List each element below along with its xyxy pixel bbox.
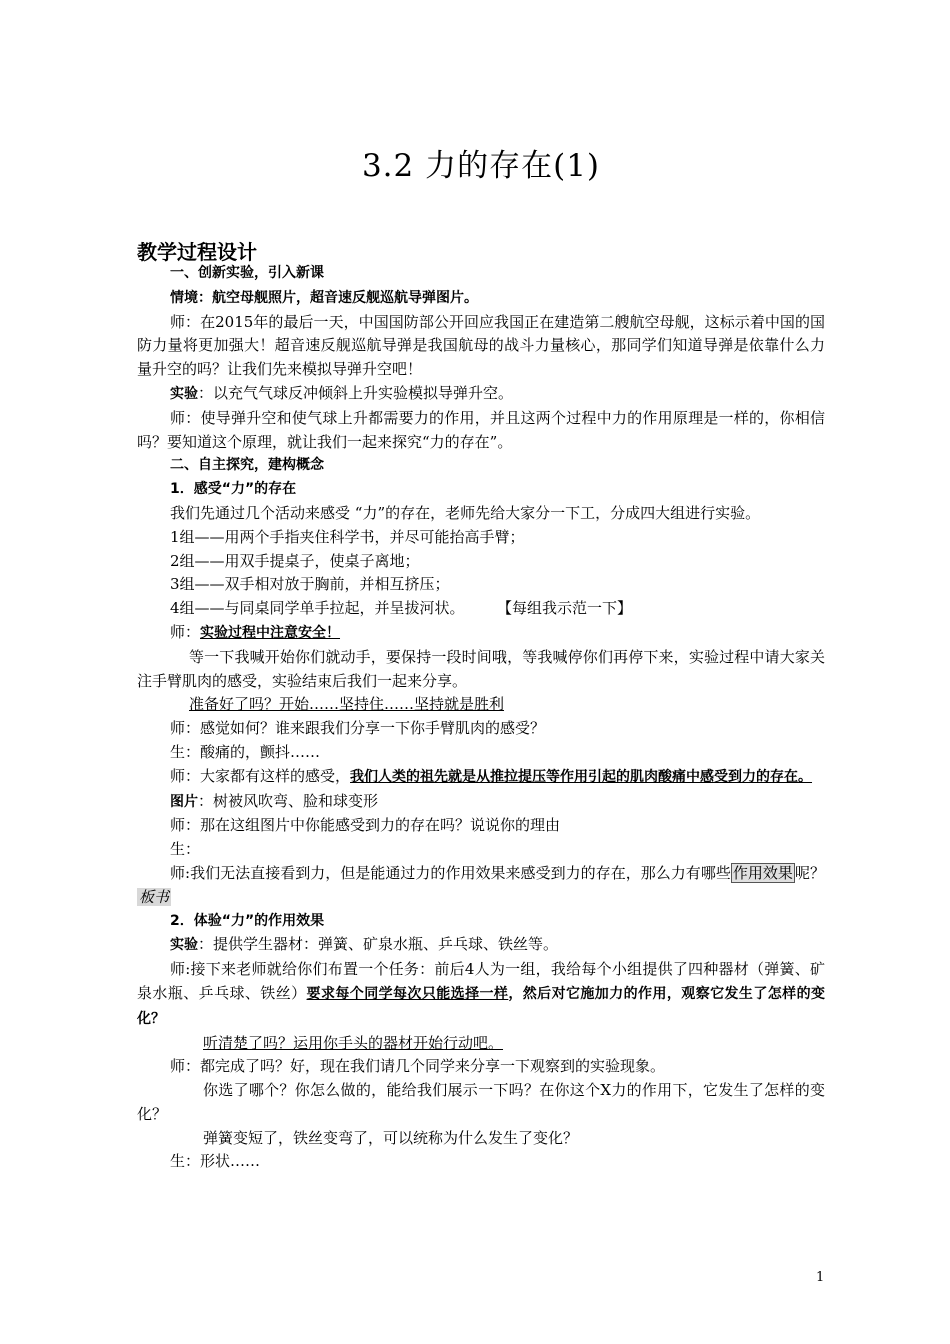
experiment-text: ：以充气气球反冲倾斜上升实验模拟导弹升空。 [198,383,514,402]
blackboard-note: 板书 [139,887,170,906]
paragraph-student-answer: 生：酸痛的，颤抖…… [170,742,321,761]
equipment-label: 实验 [170,937,198,954]
group4-text: 4组——与同桌同学单手拉起，并呈拔河状。 [170,599,465,618]
pictures-label: 图片 [170,793,198,810]
effects-boxed-term: 作用效果 [732,863,793,882]
ancestors-prefix: 师：大家都有这样的感受， [170,766,351,785]
paragraph-scenario [137,286,825,311]
paragraph-start [137,1032,825,1056]
paragraph-teacher-principle: 师：使导弹升空和使气球上升都需要力的作用，并且这两个过程中力的作用原理是一样的，你相信吗？要知道这个原理，就让我们一起来探究“力的存在”。 [137,408,825,451]
experiment-label: 实验 [170,385,198,402]
section-heading: 教学过程设计 [137,240,257,264]
heading-explore: 二、自主探究，建构概念 [170,457,324,474]
scenario-label: 情境： [170,289,212,306]
paragraph-activities: 我们先通过几个活动来感受 “力”的存在，老师先给大家分一下工，分成四大组进行实验。 [170,503,761,522]
list-item-group3: 3组——双手相对放于胸前，并相互挤压； [170,575,450,594]
list-item-group4 [137,597,825,621]
subheading-feel-force: 1．感受“力”的存在 [170,481,297,498]
paragraph-teacher-pictures: 师：那在这组图片中你能感受到力的存在吗？说说你的理由 [170,816,561,835]
paragraph-pictures [137,790,825,815]
list-item-group1: 1组——用两个手指夹住科学书，并尽可能抬高手臂； [170,527,525,546]
paragraph-ready [137,693,825,717]
task-bold: ，然后对它施加力的作用，观察它发生了怎样的变化？ [137,985,825,1027]
paragraph-student-blank: 生： [170,840,201,859]
list-item-group2: 2组——用双手提桌子，使桌子离地； [170,551,420,570]
paragraph-equipment [137,933,825,958]
paragraph-shape-change: 弹簧变短了，铁丝变弯了，可以统称为什么发生了变化？ [203,1128,579,1147]
page-title: 3.2 力的存在(1) [361,148,601,184]
paragraph-safety [137,621,825,646]
task-prefix: 师:接下来老师就给你们布置一个任务：前后4人为一组，我给每个小组提供了四种器材（弹簧、矿泉水瓶、乒乓球、铁丝） [137,960,825,1002]
paragraph-teacher-question: 师：感觉如何？谁来跟我们分享一下你手臂肌肉的感受？ [170,719,546,738]
paragraph-ancestors [137,765,825,790]
start-text: 听清楚了吗？运用你手头的器材开始行动吧。 [203,1033,504,1052]
document-body [137,262,825,1174]
paragraph-force-effects [137,862,825,910]
scenario-text: 航空母舰照片，超音速反舰巡航导弹图片。 [212,289,478,306]
paragraph-share: 师：都完成了吗？好，现在我们请几个同学来分享一下观察到的实验现象。 [170,1057,666,1076]
task-emphasis: 要求每个同学每次只能选择一样 [306,985,509,1002]
subheading-experience-effects: 2．体验“力”的作用效果 [170,912,325,929]
paragraph-student-shape: 生：形状…… [170,1152,261,1171]
demo-note: 【每组我示范一下】 [504,599,633,618]
ancestors-emphasis: 我们人类的祖先就是从推拉提压等作用引起的肌肉酸痛中感受到力的存在。 [350,768,813,785]
safety-emphasis: 实验过程中注意安全！ [200,624,341,641]
ready-text: 准备好了吗？开始……坚持住……坚持就是胜利 [189,695,505,714]
heading-intro: 一、创新实验，引入新课 [170,265,324,281]
paragraph-instructions: 等一下我喊开始你们就动手，要保持一段时间哦，等我喊停你们再停下来，实验过程中请大家关注手臂肌肉的感受，实验结束后我们一起来分享。 [137,647,825,690]
pictures-text: ：树被风吹弯、脸和球变形 [198,791,379,810]
paragraph-which: 你选了哪个？你怎么做的，能给我们展示一下吗？在你这个X力的作用下，它发生了怎样的变化？ [137,1081,825,1123]
safety-prefix: 师： [170,622,201,641]
effects-mid: 呢？ [794,863,825,882]
paragraph-teacher-intro: 师：在2015年的最后一天，中国国防部公开回应我国正在建造第二艘航空母舰，这标示着中国的国防力量将更加强大！超音速反舰巡航导弹是我国航母的战斗力量核心，那同学们知道导弹是依靠什么力量升空的吗？让我们先来模拟导弹升空吧！ [137,312,825,379]
effects-prefix: 师:我们无法直接看到力，但是能通过力的作用效果来感受到力的存在，那么力有哪些 [170,863,731,882]
paragraph-experiment [137,382,825,407]
paragraph-task [137,958,825,1031]
page-number: 1 [816,1270,825,1285]
equipment-text: ：提供学生器材：弹簧、矿泉水瓶、乒乓球、铁丝等。 [198,935,559,954]
